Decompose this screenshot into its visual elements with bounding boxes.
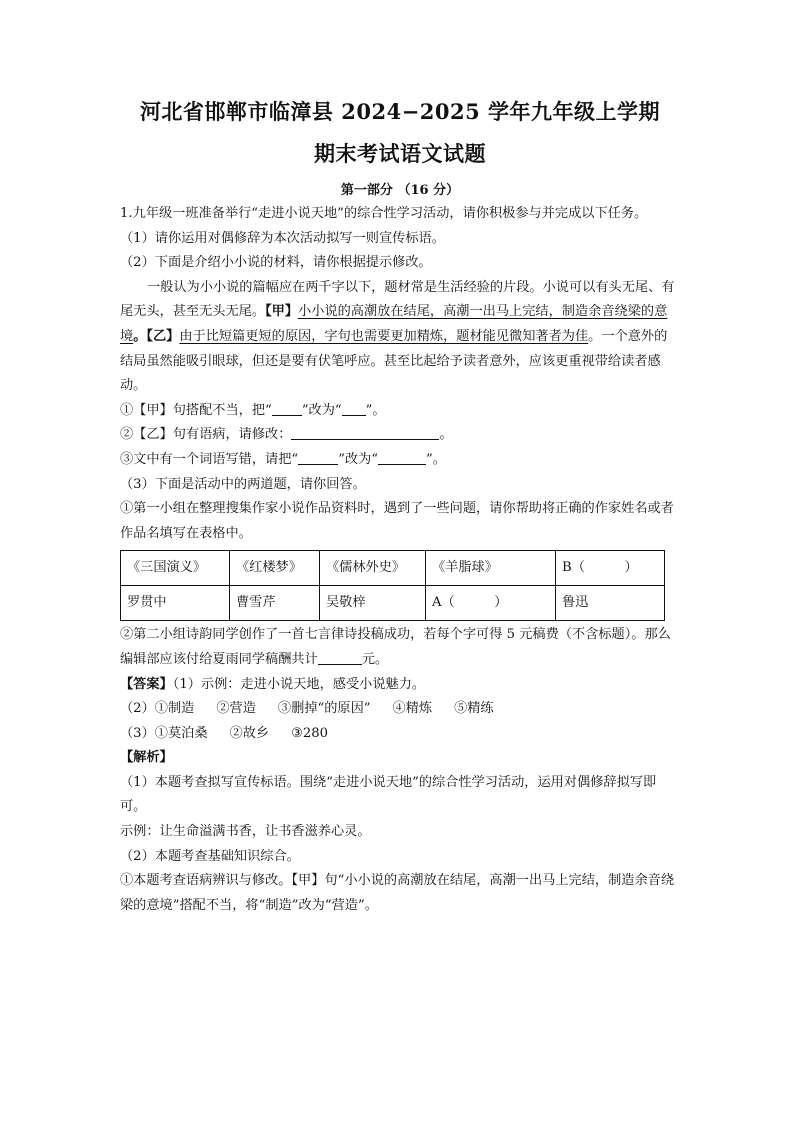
answer-line-1: （1）示例：走进小说天地，感受小说魅力。 xyxy=(172,676,426,692)
answer-blank[interactable] xyxy=(378,450,426,465)
answer-line-3 xyxy=(120,722,680,747)
item-2 xyxy=(120,423,680,448)
table-cell: 吴敬梓 xyxy=(320,586,426,621)
exam-title-line1: 河北省邯郸市临漳县 2024−2025 学年九年级上学期 xyxy=(139,99,661,124)
mark-yi: 。【乙】 xyxy=(133,328,180,344)
author-works-table xyxy=(120,550,665,621)
table-cell: 《儒林外史》 xyxy=(320,551,426,586)
task-2-text-b: 元。 xyxy=(361,651,389,667)
table-cell: 鲁迅 xyxy=(556,586,665,621)
table-cell: 曹雪芹 xyxy=(230,586,320,621)
answer-blank[interactable] xyxy=(318,650,362,665)
table-cell: 《红楼梦》 xyxy=(230,551,320,586)
table-cell: 《羊脂球》 xyxy=(426,551,556,586)
question-body xyxy=(120,202,680,918)
answer-item: ⑤精练 xyxy=(454,701,494,717)
question-stem: 1.九年级一班准备举行“走进小说天地”的综合性学习活动，请你积极参与并完成以下任务。 xyxy=(120,206,648,221)
answer-item: （3）①莫泊桑 xyxy=(120,725,208,741)
passage-text-a: 一般认为小小说的篇幅应在两千字以下，题材常是生活经验的片段。小说可以有头无尾、有尾无头，甚至无头无尾。 xyxy=(120,279,675,320)
sentence-jia: 小小说的高潮放在结尾，高潮一出马上完结，制造余音绕梁的意境 xyxy=(120,304,668,344)
analysis-p4: ①本题考查语病辨识与修改。【甲】句“小小说的高潮放在结尾，高潮一出马上完结，制造余音绕梁的意境”搭配不当，将“制造”改为“营造”。 xyxy=(120,873,675,913)
analysis-p1: （1）本题考查拟写宣传标语。围绕“走进小说天地”的综合性学习活动，运用对偶修辞拟写即可。 xyxy=(120,774,657,815)
table-cell: 罗贯中 xyxy=(121,586,230,621)
task-2-text-a: ②第二小组诗韵同学创作了一首七言律诗投稿成功，若每个字可得 5 元稿费（不含标题）。那么编辑部应该付给夏雨同学稿酬共计 xyxy=(120,627,671,667)
analysis-p3: （2）本题考查基础知识综合。 xyxy=(120,848,300,864)
passage-text-b: 。一个意外的结局虽然能吸引眼球，但还是要有伏笔呼应。甚至比起给予读者意外，应该更重视带给读者感动。 xyxy=(120,328,668,394)
item-3 xyxy=(120,448,680,473)
item-1 xyxy=(120,399,680,424)
table-row xyxy=(121,586,665,621)
question-part2: （2）下面是介绍小小说的材料，请你根据提示修改。 xyxy=(120,255,432,271)
table-cell: 《三国演义》 xyxy=(121,551,230,586)
question-part1: （1）请你运用对偶修辞为本次活动拟写一则宣传标语。 xyxy=(120,230,445,246)
answer-heading xyxy=(120,673,680,698)
answer-blank[interactable] xyxy=(272,401,302,416)
item-1-text-a: ①【甲】句搭配不当，把“ xyxy=(120,402,272,418)
analysis-label: 【解析】 xyxy=(120,750,173,766)
task-2 xyxy=(120,623,680,672)
answer-item: ②故乡 xyxy=(229,725,270,741)
item-3-text-b: ”改为“ xyxy=(338,451,379,467)
answer-line-2 xyxy=(120,697,680,722)
question-part3: （3）下面是活动中的两道题，请你回答。 xyxy=(120,476,366,492)
table-row xyxy=(121,551,665,586)
table-cell[interactable]: A（ ） xyxy=(426,586,556,621)
answer-item: ③280 xyxy=(291,725,329,741)
answer-item: ③删掉“的原因” xyxy=(277,701,371,717)
answer-blank[interactable] xyxy=(291,425,439,440)
analysis-p2: 示例：让生命溢满书香，让书香滋养心灵。 xyxy=(120,824,371,840)
item-1-text-c: ”。 xyxy=(365,402,386,418)
answer-blank[interactable] xyxy=(342,401,366,416)
exam-title-line2: 期末考试语文试题 xyxy=(314,141,486,166)
item-2-text-a: ②【乙】句有语病，请修改： xyxy=(120,427,292,443)
reading-passage xyxy=(120,276,680,399)
answer-blank[interactable] xyxy=(298,450,338,465)
section-heading: 第一部分 （16 分） xyxy=(340,183,460,198)
item-1-text-b: ”改为“ xyxy=(301,402,342,418)
sentence-yi: 由于比短篇更短的原因，字句也需要更加精炼，题材能见微知著者为佳 xyxy=(179,328,589,344)
item-3-text-c: ”。 xyxy=(426,451,446,467)
item-2-text-b: 。 xyxy=(439,427,453,443)
answer-label: 【答案】 xyxy=(120,676,173,692)
answer-item: ②营造 xyxy=(216,701,256,717)
task-1: ①第一小组在整理搜集作家小说作品资料时，遇到了一些问题，请你帮助将正确的作家姓名或者作品名填写在表格中。 xyxy=(120,501,674,541)
mark-jia: 【甲】 xyxy=(265,304,299,320)
item-3-text-a: ③文中有一个词语写错，请把“ xyxy=(120,451,299,467)
answer-item: （2）①制造 xyxy=(120,701,195,717)
table-cell[interactable]: B（ ） xyxy=(556,551,665,586)
answer-item: ④精炼 xyxy=(392,701,433,717)
